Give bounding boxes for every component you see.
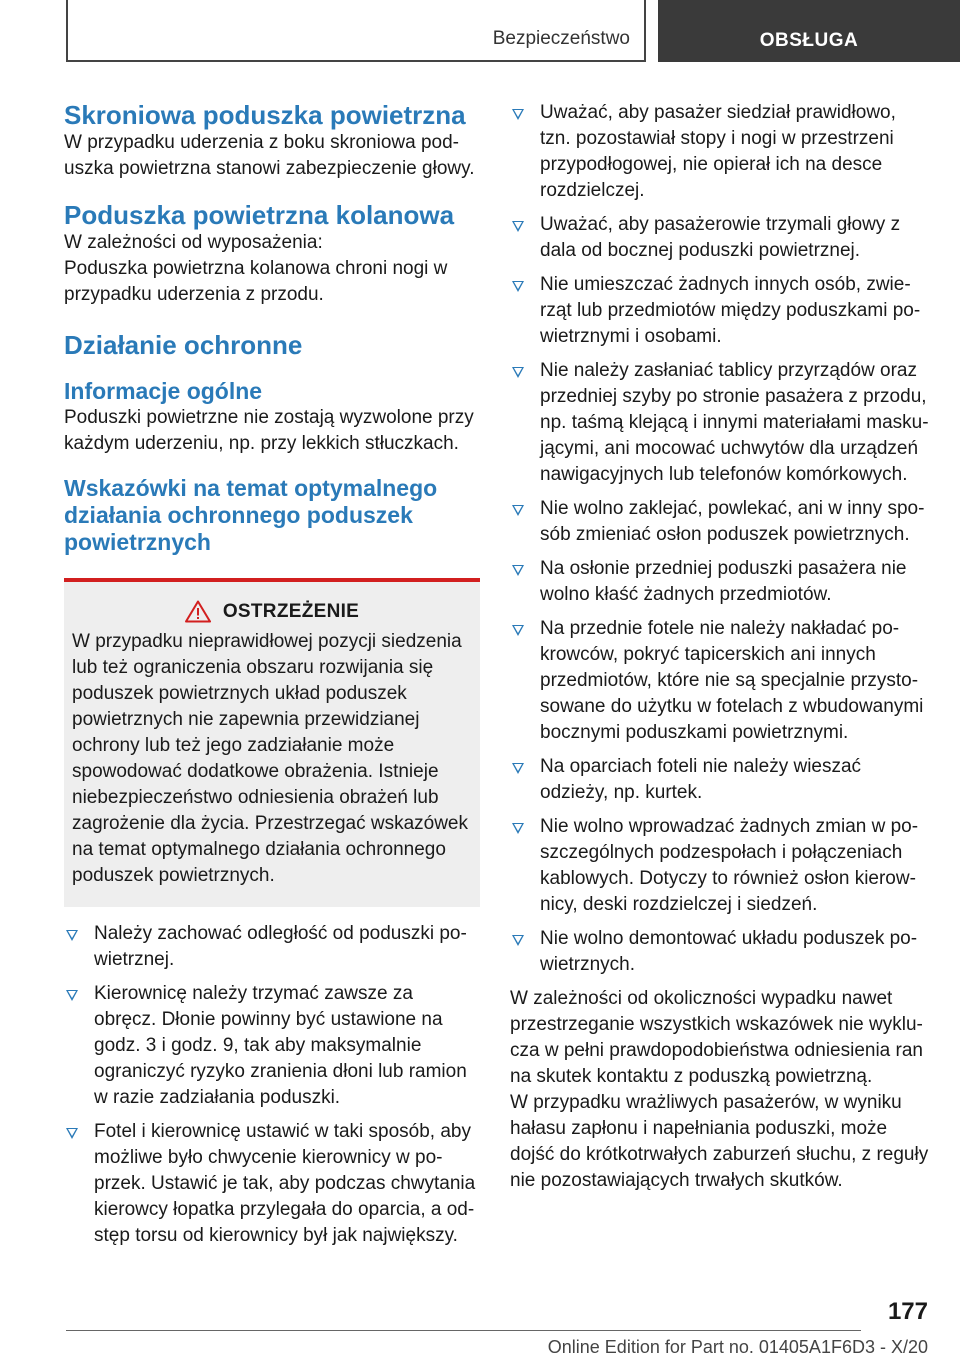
bullet-list-right bbox=[510, 100, 930, 978]
left-column bbox=[64, 100, 480, 1249]
list-item: Na osłonie przedniej poduszki pasażera nie wolno kłaść żadnych przedmiotów. bbox=[510, 556, 930, 608]
paragraph-equipment: W zależności od wyposażenia: bbox=[64, 232, 323, 253]
list-item: Nie wolno zaklejać, powlekać, ani w inny sposób zmieniać osłon poduszek powietrznych. bbox=[510, 496, 930, 548]
footer-divider bbox=[66, 1330, 861, 1331]
bullet-triangle-icon bbox=[66, 1128, 78, 1139]
bullet-triangle-icon bbox=[512, 281, 524, 292]
footer-edition: Online Edition for Part no. 01405A1F6D3 - X/20 bbox=[547, 1337, 928, 1357]
paragraph-sensitive: W przypadku wrażliwych pasażerów, w wyniku hałasu zapłonu i napełniania poduszki, może dojść do krótkotrwałych zaburzeń słuchu, z reguły nie pozostawiających trwałych skutków. bbox=[510, 1092, 929, 1191]
warning-triangle-icon bbox=[185, 600, 211, 623]
warning-title: OSTRZEŻENIE bbox=[222, 600, 360, 622]
list-item: Nie wolno demontować układu poduszek powietrznych. bbox=[510, 926, 930, 978]
warning-box bbox=[64, 578, 480, 907]
bullet-triangle-icon bbox=[66, 930, 78, 941]
heading-hints: Wskazówki na temat optymalnego działania ochronnego poduszek powietrznych bbox=[64, 475, 438, 555]
paragraph-circumstances: W zależności od okoliczności wypadku nawet przestrzeganie wszystkich wskazówek nie wyklucza w pełni prawdopodobieństwa odniesienia ran na skutek kontaktu z poduszką powietrzną. bbox=[510, 988, 923, 1087]
right-column bbox=[510, 100, 930, 1194]
list-item: Uważać, aby pasażer siedział prawidłowo, tzn. pozostawiał stopy i nogi w przestrzeni przypodłogowej, nie opierał ich na desce rozdzielczej. bbox=[510, 100, 930, 204]
bullet-triangle-icon bbox=[66, 990, 78, 1001]
list-item: Nie należy zasłaniać tablicy przyrządów oraz przedniej szyby po stronie pasażera z przodu, np. taśmą klejącą i innymi materiałami maskującymi, ani mocować uchwytów dla urządzeń nawigacyjnych lub telefonów komórkowych. bbox=[510, 358, 930, 488]
chapter-title: OBSŁUGA bbox=[759, 30, 859, 51]
list-item: Kierownicę należy trzymać zawsze za obręcz. Dłonie powinny być ustawione na godz. 3 i godz. 9, tak aby maksymalnie ograniczyć ryzyko zranienia dłoni lub ramion w razie zadziałania poduszki. bbox=[64, 981, 480, 1111]
bullet-triangle-icon bbox=[512, 625, 524, 636]
list-item: Uważać, aby pasażerowie trzymali głowy z dala od bocznej poduszki powietrznej. bbox=[510, 212, 930, 264]
bullet-triangle-icon bbox=[512, 221, 524, 232]
section-title: Bezpieczeństwo bbox=[492, 28, 630, 49]
bullet-triangle-icon bbox=[512, 505, 524, 516]
heading-general: Informacje ogólne bbox=[64, 378, 263, 404]
bullet-list-left bbox=[64, 921, 480, 1249]
list-item: Nie wolno wprowadzać żadnych zmian w poszczególnych podzespołach i połączeniach kablowych. Dotyczy to również osłon kierownicy, deski rozdzielczej i siedzeń. bbox=[510, 814, 930, 918]
list-item: Należy zachować odległość od poduszki powietrznej. bbox=[64, 921, 480, 973]
page-number: 177 bbox=[887, 1298, 928, 1325]
heading-knee-airbag: Poduszka powietrzna kolanowa bbox=[64, 200, 455, 230]
bullet-triangle-icon bbox=[512, 109, 524, 120]
bullet-triangle-icon bbox=[512, 565, 524, 576]
header bbox=[66, 0, 960, 64]
chapter-tab bbox=[658, 0, 960, 62]
heading-side-airbag: Skroniowa poduszka powietrzna bbox=[64, 100, 466, 130]
warning-header bbox=[72, 600, 472, 623]
heading-protection: Działanie ochronne bbox=[64, 330, 303, 360]
list-item: Na przednie fotele nie należy nakładać pokrowców, pokryć tapicerskich ani innych przedmiotów, które nie są specjalnie przystosowane do użytku w fotelach z wbudowanymi bocznymi poduszkami powietrznymi. bbox=[510, 616, 930, 746]
bullet-triangle-icon bbox=[512, 763, 524, 774]
list-item: Fotel i kierownicę ustawić w taki sposób, aby możliwe było chwycenie kierownicy w poprzek. Ustawić je tak, aby podczas chwytania kierowcy łopatka przylegała do oparcia, a odstęp torsu od kierownicy był jak największy. bbox=[64, 1119, 480, 1249]
section-tab bbox=[66, 0, 646, 62]
list-item: Nie umieszczać żadnych innych osób, zwierząt lub przedmiotów między poduszkami powietrznymi i osobami. bbox=[510, 272, 930, 350]
warning-text: W przypadku nieprawidłowej pozycji siedzenia lub też ograniczenia obszaru rozwijania się poduszek powietrznych układ poduszek powietrznych nie zapewnia przewidzianej ochrony lub też jego zadziałanie może spowodować dodatkowe obrażenia. Istnieje niebezpieczeństwo odniesienia obrażeń lub zagrożenie dla życia. Przestrzegać wskazówek na temat optymalnego działania ochronnego poduszek powietrznych. bbox=[72, 631, 469, 886]
bullet-triangle-icon bbox=[512, 367, 524, 378]
paragraph-knee-airbag: Poduszka powietrzna kolanowa chroni nogi w przypadku uderzenia z przodu. bbox=[64, 258, 448, 305]
bullet-triangle-icon bbox=[512, 935, 524, 946]
list-item: Na oparciach foteli nie należy wieszać odzieży, np. kurtek. bbox=[510, 754, 930, 806]
paragraph-general: Poduszki powietrzne nie zostają wyzwolone przy każdym uderzeniu, np. przy lekkich stłuczkach. bbox=[64, 407, 474, 454]
paragraph-side-airbag: W przypadku uderzenia z boku skroniowa poduszka powietrzna stanowi zabezpieczenie głowy. bbox=[64, 132, 475, 179]
bullet-triangle-icon bbox=[512, 823, 524, 834]
